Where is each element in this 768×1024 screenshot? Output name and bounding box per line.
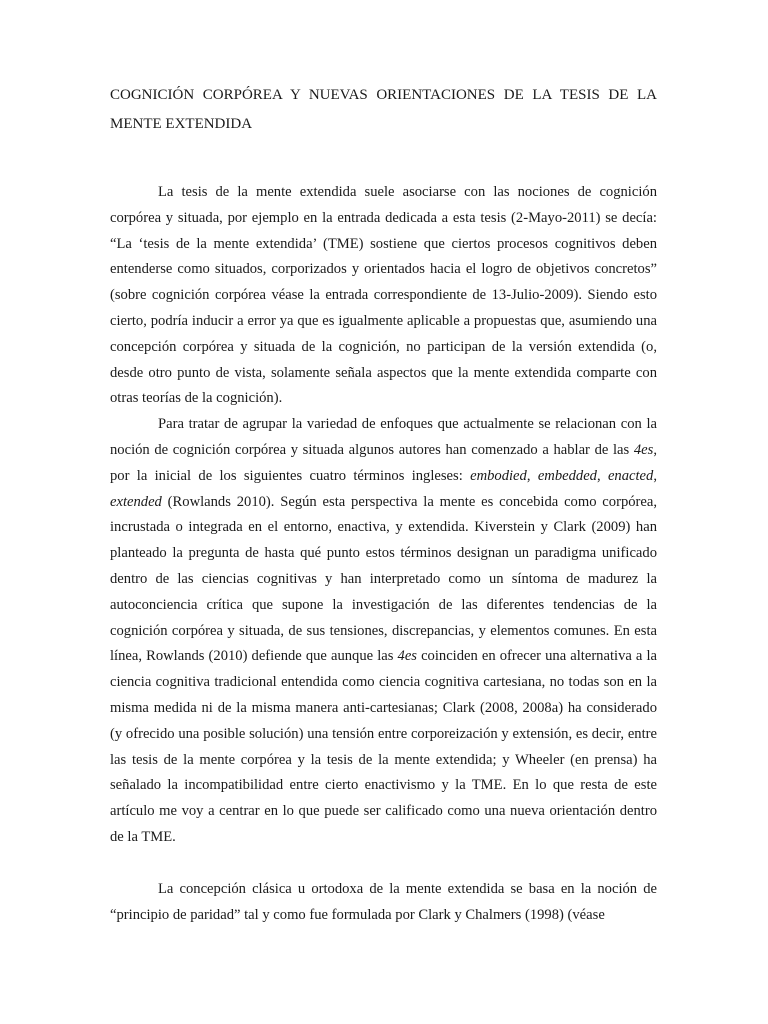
term-embodied: embodied (470, 467, 527, 484)
term-enacted: enacted (607, 467, 654, 484)
term-4es: 4es (633, 441, 654, 458)
paragraph-2 (110, 412, 657, 851)
document-body (110, 180, 657, 928)
term-embedded: embedded (537, 467, 597, 484)
term-extended: extended (110, 493, 162, 510)
term-4es: 4es (397, 648, 417, 665)
paragraph-2-text: (Rowlands 2010). Según esta perspectiva la mente es concebida como corpórea, incrustada o integrada en el entorno, enactiva, y extendida. Kiverstein y Clark (2009) han planteado la pregunta de hasta qué punto estos términos designan un paradigma unificado dentro de las ciencias cognitivas y han interpretado como un síntoma de madurez la autoconciencia crítica que supone la investigación de las diferentes tendencias de la cognición corpórea y situada, de sus tensiones, discrepancias, y elementos comunes. En esta línea, Rowlands (2010) defiende que aunque las (110, 493, 657, 665)
document-title: COGNICIÓN CORPÓREA Y NUEVAS ORIENTACIONES DE LA TESIS DE LA MENTE EXTENDIDA (110, 87, 657, 132)
paragraph-2-text: Para tratar de agrupar la variedad de enfoques que actualmente se relacionan con la noción de cognición corpórea y situada algunos autores han comenzado a hablar de las (110, 416, 657, 458)
paragraph-2-text: coinciden en ofrecer una alternativa a la ciencia cognitiva tradicional entendida como ciencia cognitiva cartesiana, no todas son en la misma medida ni de la misma manera anti-cartesianas; Clark (2008, 2008a) ha considerado (y ofrecido una posible solución) una tensión entre corporeización y extensión, es decir, entre las tesis de la mente corpórea y la tesis de la mente extendida; y Wheeler (en prensa) ha señalado la incompatibilidad entre cierto enactivismo y la TME. En lo que resta de este artículo me voy a centrar en lo que puede ser calificado como una nueva orientación dentro de la TME. (110, 648, 658, 845)
separator: , (596, 467, 608, 484)
paragraph-2-text: , por la inicial de los siguientes cuatro términos ingleses: (110, 441, 657, 484)
paragraph-3: La concepción clásica u ortodoxa de la mente extendida se basa en la noción de “principio de paridad” tal y como fue formulada por Clark y Chalmers (1998) (véase (110, 880, 657, 923)
separator: , (653, 467, 657, 484)
paragraph-1: La tesis de la mente extendida suele asociarse con las nociones de cognición corpórea y situada, por ejemplo en la entrada dedicada a esta tesis (2-Mayo-2011) se decía: “La ‘tesis de la mente extendida’ (TME) sostiene que ciertos procesos cognitivos deben entenderse como situados, corporizados y orientados hacia el logro de objetivos concretos” (sobre cognición corpórea véase la entrada correspondiente de 13-Julio-2009). Siendo esto cierto, podría inducir a error ya que es igualmente aplicable a propuestas que, asumiendo una concepción corpórea y situada de la cognición, no participan de la versión extendida (o, desde otro punto de vista, solamente señala aspectos que la mente extendida comparte con otras teorías de la cognición). (110, 184, 657, 407)
separator: , (526, 467, 538, 484)
